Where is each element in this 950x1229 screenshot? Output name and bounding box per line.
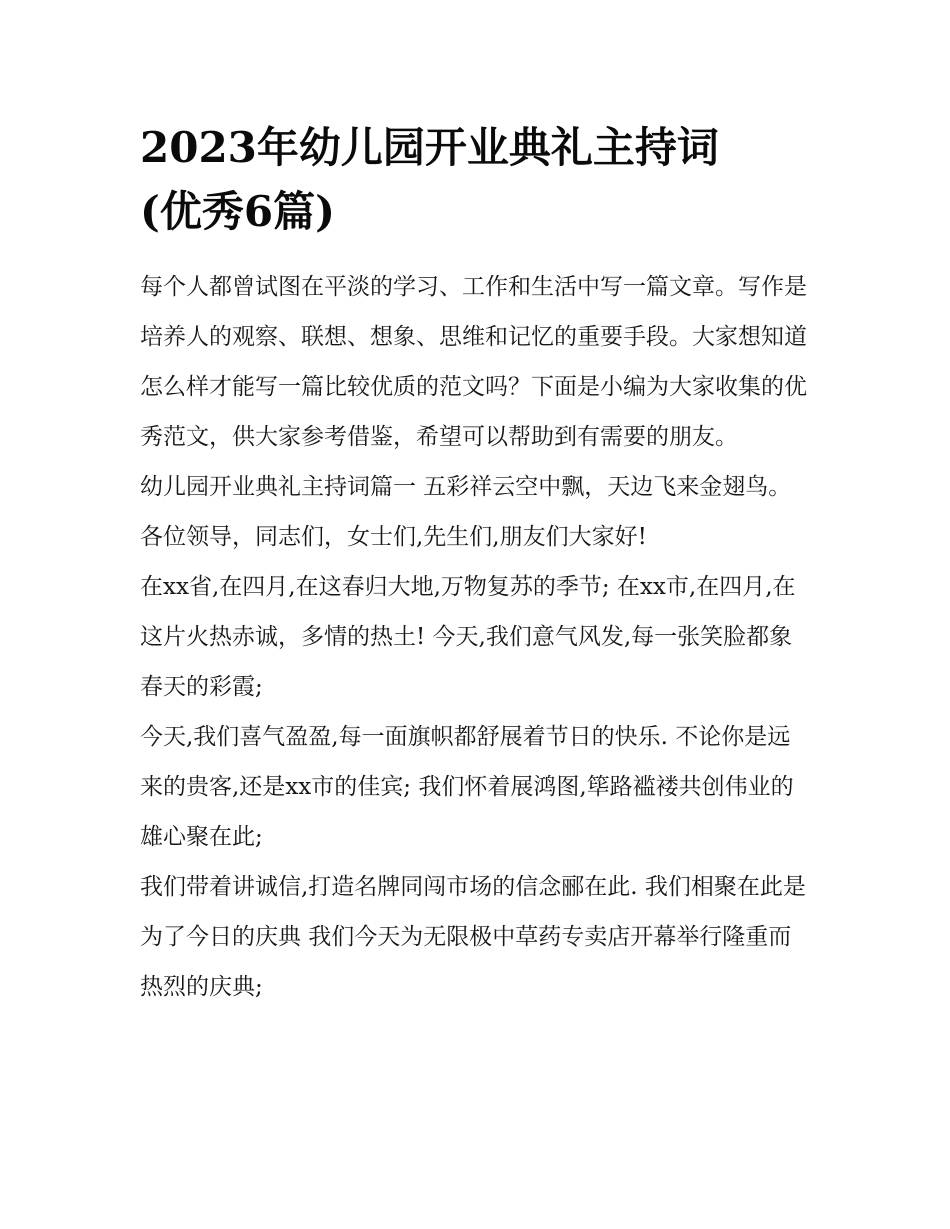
document-title	[140, 116, 812, 244]
title-line-2: (优秀6篇)	[140, 187, 335, 236]
paragraph-2: 在xx省,在四月,在这春归大地,万物复苏的季节; 在xx市,在四月,在这片火热赤诚，多情的热土! 今天,我们意气风发,每一张笑脸都象春天的彩霞;	[140, 574, 796, 700]
paragraph-intro: 每个人都曾试图在平淡的学习、工作和生活中写一篇文章。写作是培养人的观察、联想、想象、思维和记忆的重要手段。大家想知道怎么样才能写一篇比较优质的范文吗？下面是小编为大家收集的优秀范文，供大家参考借鉴，希望可以帮助到有需要的朋友。	[140, 274, 807, 450]
paragraph-1: 幼儿园开业典礼主持词篇一 五彩祥云空中飘，天边飞来金翅鸟。 各位领导，同志们，女士们,先生们,朋友们大家好!	[140, 474, 792, 550]
title-line-1: 2023年幼儿园开业典礼主持词	[140, 123, 719, 172]
document-content	[140, 116, 812, 1012]
paragraph-3: 今天,我们喜气盈盈,每一面旗帜都舒展着节日的快乐. 不论你是远来的贵客,还是xx市的佳宾; 我们怀着展鸿图,筚路褴褛共创伟业的雄心聚在此;	[140, 724, 794, 850]
paragraph-4: 我们带着讲诚信,打造名牌同闯市场的信念郦在此. 我们相聚在此是为了今日的庆典 我们今天为无限极中草药专卖店开幕举行隆重而热烈的庆典;	[140, 874, 806, 1000]
document-body	[140, 262, 812, 1012]
